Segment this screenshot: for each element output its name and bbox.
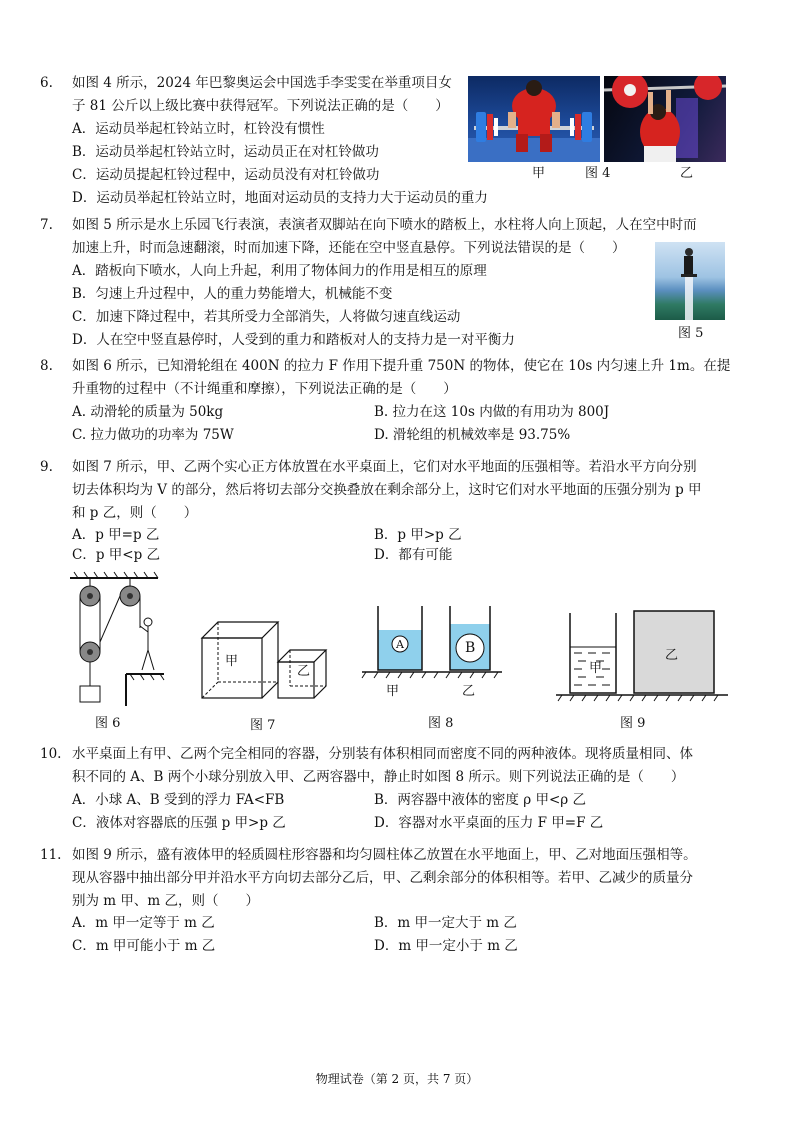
q8-option-b: B. 拉力在这 10s 内做的有用功为 800J bbox=[374, 404, 610, 420]
fig4-photo-right bbox=[604, 76, 726, 162]
fig7-cubes-diagram bbox=[190, 610, 340, 700]
fig5-photo bbox=[655, 242, 725, 320]
q9-option-d: D．都有可能 bbox=[374, 547, 453, 563]
q7-stem-line1: 如图 5 所示是水上乐园飞行表演，表演者双脚站在向下喷水的踏板上，水柱将人向上顶起，人在空中时而 bbox=[72, 217, 697, 233]
q9-option-c: C．p 甲<p 乙 bbox=[72, 547, 161, 563]
fig9-label-jia: 甲 bbox=[589, 661, 603, 676]
q8-option-d: D. 滑轮组的机械效率是 93.75% bbox=[374, 427, 571, 443]
q10-option-a: A．小球 A、B 受到的浮力 FA<FB bbox=[72, 792, 285, 808]
q10-option-b: B．两容器中液体的密度 ρ 甲<ρ 乙 bbox=[374, 792, 586, 808]
flyboard-performer-image bbox=[655, 242, 725, 320]
q11-stem-line2: 现从容器中抽出部分甲并沿水平方向切去部分乙后，甲、乙剩余部分的体积相等。若甲、乙减少的质量分 bbox=[72, 870, 693, 886]
fig8-containers-diagram bbox=[362, 600, 502, 690]
q7-number: 7. bbox=[40, 217, 53, 233]
q9-option-b: B．p 甲>p 乙 bbox=[374, 527, 462, 543]
fig8-ball-a-label: A bbox=[396, 638, 404, 651]
q11-stem-line1: 如图 9 所示，盛有液体甲的轻质圆柱形容器和均匀圆柱体乙放置在水平地面上，甲、乙对地面压强相等。 bbox=[72, 847, 697, 863]
fig9-diagram bbox=[552, 605, 732, 701]
fig8-label-jia: 甲 bbox=[386, 684, 400, 699]
q6-number: 6. bbox=[40, 75, 53, 91]
q7-option-d: D．人在空中竖直悬停时，人受到的重力和踏板对人的支持力是一对平衡力 bbox=[72, 332, 515, 348]
q6-stem-line1: 如图 4 所示，2024 年巴黎奥运会中国选手李雯雯在举重项目女 bbox=[72, 75, 452, 91]
fig4-caption-yi: 乙 bbox=[680, 166, 694, 181]
q6-option-c: C．运动员提起杠铃过程中，运动员没有对杠铃做功 bbox=[72, 167, 380, 183]
fig7-label-jia: 甲 bbox=[225, 654, 239, 669]
fig8-label-yi: 乙 bbox=[462, 684, 476, 699]
q6-option-d: D．运动员举起杠铃站立时，地面对运动员的支持力大于运动员的重力 bbox=[72, 190, 488, 206]
q8-stem-line2: 升重物的过程中（不计绳重和摩擦），下列说法正确的是（ ） bbox=[72, 381, 457, 397]
fig8-caption: 图 8 bbox=[428, 716, 454, 731]
q10-stem-line1: 水平桌面上有甲、乙两个完全相同的容器，分别装有体积相同而密度不同的两种液体。现将质量相同、体 bbox=[72, 746, 693, 762]
weightlifter-front-image bbox=[468, 76, 600, 162]
fig6-caption: 图 6 bbox=[95, 716, 121, 731]
q11-stem-line3: 别为 m 甲、m 乙，则（ ） bbox=[72, 893, 259, 909]
q8-option-a: A. 动滑轮的质量为 50kg bbox=[72, 404, 224, 420]
q7-option-b: B．匀速上升过程中，人的重力势能增大，机械能不变 bbox=[72, 286, 393, 302]
q7-option-c: C．加速下降过程中，若其所受力全部消失，人将做匀速直线运动 bbox=[72, 309, 461, 325]
q9-stem-line3: 和 p 乙，则（ ） bbox=[72, 505, 198, 521]
q9-stem-line2: 切去体积均为 V 的部分，然后将切去部分交换叠放在剩余部分上，这时它们对水平地面的压强分别为 p 甲 bbox=[72, 482, 702, 498]
fig9-label-yi: 乙 bbox=[665, 648, 679, 663]
fig9-caption: 图 9 bbox=[620, 716, 646, 731]
q11-number: 11. bbox=[40, 847, 62, 863]
q7-stem-line2: 加速上升，时而急速翻滚，时而加速下降，还能在空中竖直悬停。下列说法错误的是（ ） bbox=[72, 240, 626, 256]
fig4-caption: 图 4 bbox=[585, 166, 611, 181]
fig7-label-yi: 乙 bbox=[297, 664, 311, 679]
q8-option-c: C. 拉力做功的功率为 75W bbox=[72, 427, 234, 443]
q10-option-c: C．液体对容器底的压强 p 甲>p 乙 bbox=[72, 815, 286, 831]
q6-option-a: A．运动员举起杠铃站立时，杠铃没有惯性 bbox=[72, 121, 325, 137]
q11-option-c: C．m 甲可能小于 m 乙 bbox=[72, 938, 216, 954]
fig4-photo-left bbox=[468, 76, 600, 162]
q6-option-b: B．运动员举起杠铃站立时，运动员正在对杠铃做功 bbox=[72, 144, 379, 160]
fig7-caption: 图 7 bbox=[250, 718, 276, 733]
weightlifter-overhead-image bbox=[604, 76, 726, 162]
q11-option-a: A．m 甲一定等于 m 乙 bbox=[72, 915, 215, 931]
q10-number: 10. bbox=[40, 746, 62, 762]
q9-number: 9. bbox=[40, 459, 53, 475]
q11-option-b: B．m 甲一定大于 m 乙 bbox=[374, 915, 517, 931]
fig4-caption-jia: 甲 bbox=[532, 166, 546, 181]
q8-number: 8. bbox=[40, 358, 53, 374]
q9-stem-line1: 如图 7 所示，甲、乙两个实心正方体放置在水平桌面上，它们对水平地面的压强相等。若沿水平方向分别 bbox=[72, 459, 697, 475]
fig6-pulley-diagram bbox=[60, 570, 170, 710]
fig8-ball-b-label: B bbox=[465, 640, 476, 656]
q6-stem-line2: 子 81 公斤以上级比赛中获得冠军。下列说法正确的是（ ） bbox=[72, 98, 449, 114]
page-footer: 物理试卷（第 2 页，共 7 页） bbox=[315, 1072, 479, 1086]
q8-stem-line1: 如图 6 所示，已知滑轮组在 400N 的拉力 F 作用下提升重 750N 的物体，使它在 10s 内匀速上升 1m。在提 bbox=[72, 358, 731, 374]
q10-stem-line2: 积不同的 A、B 两个小球分别放入甲、乙两容器中，静止时如图 8 所示。则下列说法正确的是（ ） bbox=[72, 769, 685, 785]
q7-option-a: A．踏板向下喷水，人向上升起，利用了物体间力的作用是相互的原理 bbox=[72, 263, 487, 279]
q11-option-d: D．m 甲一定小于 m 乙 bbox=[374, 938, 518, 954]
q9-option-a: A．p 甲=p 乙 bbox=[72, 527, 160, 543]
q10-option-d: D．容器对水平桌面的压力 F 甲=F 乙 bbox=[374, 815, 604, 831]
fig5-caption: 图 5 bbox=[678, 326, 704, 341]
